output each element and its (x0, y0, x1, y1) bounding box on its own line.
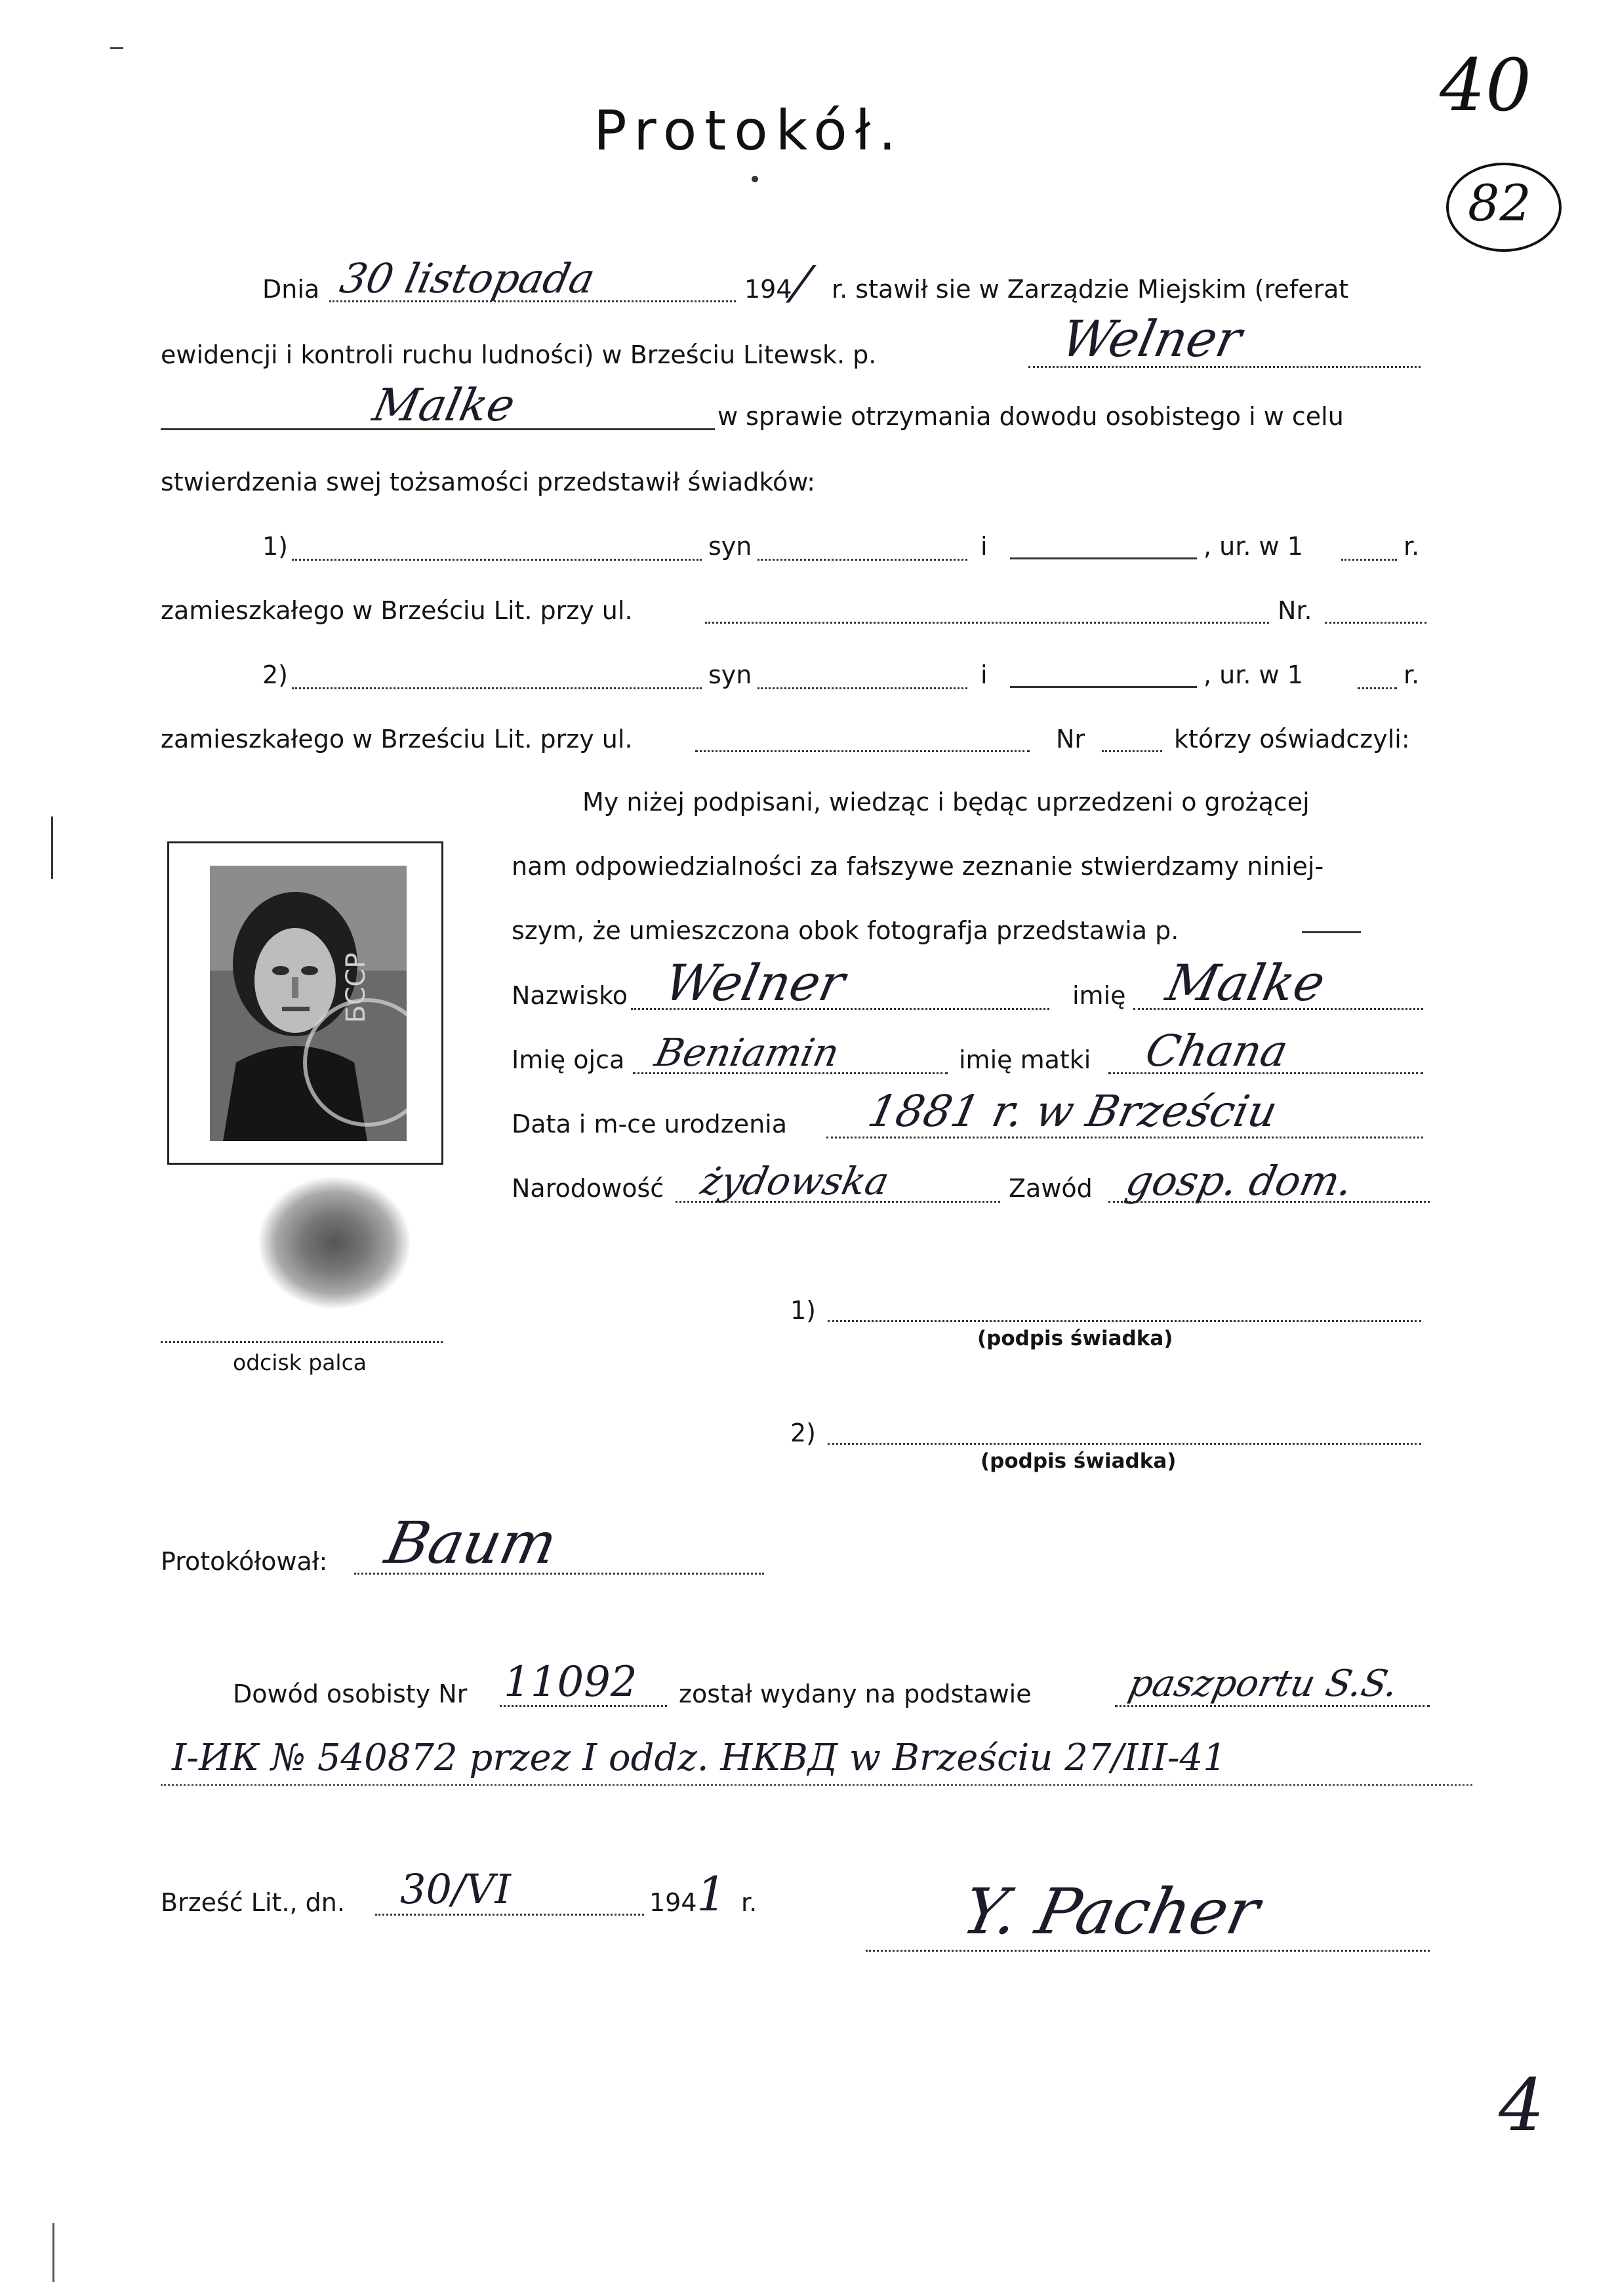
document-title: Protokół. (594, 98, 904, 163)
signature1-line (828, 1320, 1421, 1322)
witness1-nr: Nr. (1278, 596, 1312, 625)
id-card-number: 11092 (504, 1658, 637, 1706)
witness1-street-line (705, 622, 1269, 624)
witness2-address-label: zamieszkałego w Brześciu Lit. przy ul. (161, 725, 633, 754)
footer-year-value: 1 (697, 1866, 727, 1922)
witness2-father-line (758, 687, 967, 689)
witness1-name-line (292, 559, 702, 561)
witness2-name-line (292, 687, 702, 689)
fingerprint-line (161, 1341, 443, 1343)
witness2-syn: syn (708, 660, 752, 689)
applicant-photo (210, 866, 407, 1141)
declaration-line3: szym, że umieszczona obok fotografja przedstawia p. (512, 916, 1179, 945)
handwritten-surname: Welner (1056, 310, 1247, 368)
official-signature: Y. Pacher (956, 1875, 1266, 1948)
declaration-line1: My niżej podpisani, wiedząc i będąc uprzedzeni o grożącej (582, 788, 1310, 816)
nationality-value: żydowska (697, 1159, 893, 1203)
witness1-mother-line (1010, 557, 1197, 559)
passport-details: I-ИК № 540872 przez I oddz. НКВД w Brześciu 27/III-41 (172, 1737, 1226, 1779)
applicant-portrait-image (210, 866, 407, 1141)
witness1-father-line (758, 559, 967, 561)
birth-date-value: 1881 r. w Brześciu (863, 1086, 1282, 1137)
declaration-dash (1302, 931, 1361, 933)
signature1-label: 1) (790, 1296, 817, 1325)
birth-date-label: Data i m-ce urodzenia (512, 1110, 788, 1138)
witness1-syn: syn (708, 532, 752, 561)
firstname-label: imię (1072, 981, 1126, 1010)
witness1-year-line (1341, 559, 1397, 561)
footer-r: r. (741, 1888, 758, 1917)
intro-line1-rest: r. stawił sie w Zarządzie Miejskim (referat (832, 275, 1349, 304)
handwritten-year: / (788, 256, 815, 310)
handwritten-day: 30 listopada (336, 254, 599, 302)
witness1-r: r. (1404, 532, 1420, 561)
scan-speck (752, 176, 758, 182)
circled-page-number: 82 (1468, 174, 1531, 232)
surname-value: Welner (659, 954, 851, 1012)
fingerprint-label: odcisk palca (233, 1350, 367, 1375)
witness2-label: 2) (262, 660, 289, 689)
footer-year-prefix: 194 (649, 1888, 697, 1917)
witness2-i: i (980, 660, 988, 689)
footer-date-line (375, 1914, 644, 1916)
intro-line2: ewidencji i kontroli ruchu ludności) w Brześciu Litewsk. p. (161, 340, 877, 369)
issued-basis-label: został wydany na podstawie (679, 1680, 1032, 1708)
photo-stamp-text: БССР (341, 952, 371, 1023)
signature1-caption: (podpis świadka) (977, 1327, 1173, 1350)
witness2-born: , ur. w 1 (1203, 660, 1303, 689)
place-date-label: Brześć Lit., dn. (161, 1888, 345, 1917)
occupation-label: Zawód (1009, 1174, 1093, 1203)
issued-basis-value: paszportu S.S. (1125, 1662, 1402, 1705)
witness1-i: i (980, 532, 988, 561)
surname-label: Nazwisko (512, 981, 628, 1010)
signature2-label: 2) (790, 1419, 817, 1447)
mother-name-label: imię matki (959, 1045, 1091, 1074)
page-number: 40 (1440, 43, 1531, 127)
official-signature-line (866, 1950, 1430, 1952)
witness2-nr: Nr (1056, 725, 1085, 754)
father-name-value: Beniamin (651, 1030, 843, 1075)
declaration-line2: nam odpowiedzialności za fałszywe zeznanie stwierdzamy niniej- (512, 852, 1324, 881)
witness2-nr-line (1102, 750, 1162, 752)
id-card-label: Dowód osobisty Nr (233, 1680, 468, 1708)
occupation-value: gosp. dom. (1121, 1157, 1358, 1205)
scan-mark-bottom-left (52, 2223, 54, 2282)
year-prefix: 194 (744, 275, 792, 304)
witness2-mother-line (1010, 686, 1197, 688)
witness1-address-label: zamieszkałego w Brześciu Lit. przy ul. (161, 596, 633, 625)
witness1-born: , ur. w 1 (1203, 532, 1303, 561)
recorded-by-label: Protokółował: (161, 1547, 328, 1576)
mother-name-value: Chana (1141, 1026, 1293, 1076)
recorded-by-signature: Baum (380, 1509, 563, 1577)
witness1-nr-line (1325, 622, 1426, 624)
father-name-label: Imię ojca (512, 1045, 625, 1074)
footer-date-value: 30/VI (400, 1865, 512, 1913)
intro-line4: stwierdzenia swej tożsamości przedstawił świadków: (161, 468, 816, 496)
birth-date-line (826, 1137, 1423, 1138)
signature2-line (828, 1443, 1421, 1445)
witness2-r: r. (1404, 660, 1420, 689)
dnia-label: Dnia (262, 275, 320, 304)
witness2-declared: którzy oświadczyli: (1174, 725, 1410, 754)
nationality-label: Narodowość (512, 1174, 664, 1203)
handwritten-firstname: Malke (368, 380, 519, 432)
intro-line3: w sprawie otrzymania dowodu osobistego i w celu (717, 402, 1344, 431)
firstname-value: Malke (1161, 954, 1331, 1012)
scan-mark-top-left (110, 47, 123, 49)
signature2-caption: (podpis świadka) (980, 1449, 1177, 1473)
corner-mark: 4 (1499, 2063, 1545, 2147)
passport-details-line (161, 1784, 1472, 1786)
scan-mark-left-edge (51, 816, 53, 879)
witness1-label: 1) (262, 532, 289, 561)
fingerprint-mark (259, 1177, 410, 1308)
witness2-year-line (1358, 687, 1397, 689)
witness2-street-line (695, 750, 1030, 752)
